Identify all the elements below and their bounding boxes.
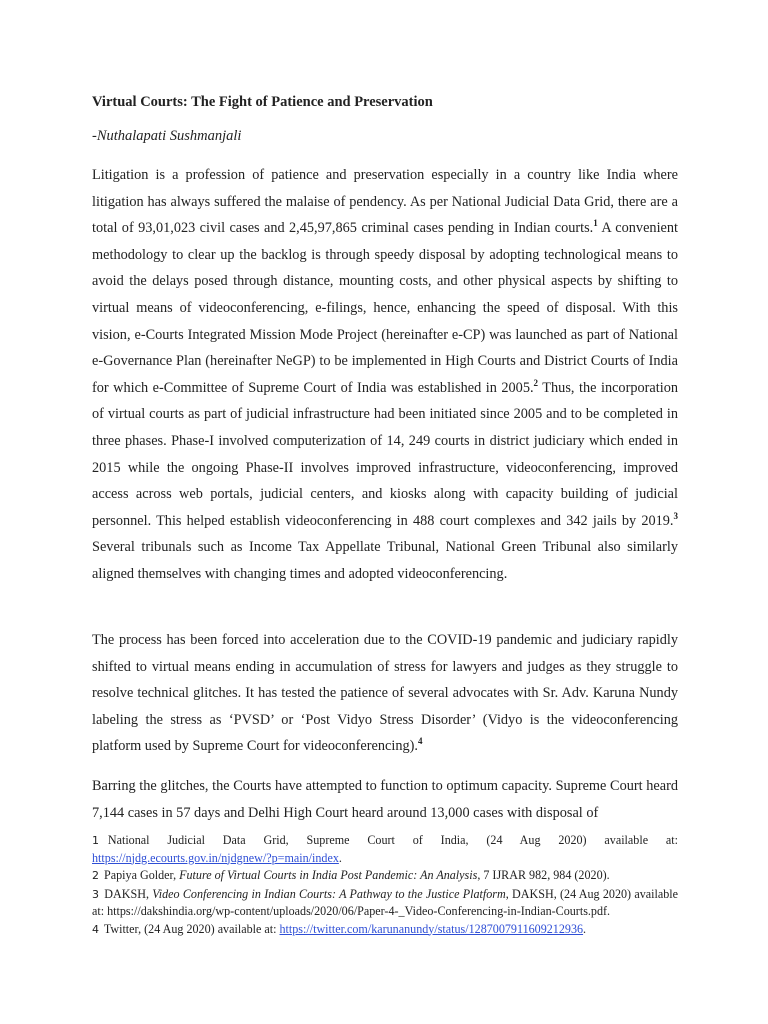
footnote-3: [92, 886, 678, 920]
footnote-2-text: , 7 IJRAR 982, 984 (2020).: [477, 868, 610, 882]
footnote-3-pre: DAKSH,: [104, 886, 153, 901]
footnote-ref-2[interactable]: 2: [533, 377, 539, 388]
paragraph-3-segment-1: Barring the glitches, the Courts have attempted to function to optimum capacity. Supreme Court heard 7,144 cases in 57 days and Delhi High Court heard around 13,000 cases with disposal of: [92, 778, 678, 821]
document-title: Virtual Courts: The Fight of Patience and Preservation: [92, 94, 433, 110]
footnote-3-title: Video Conferencing in Indian Courts: A Pathway to the Justice Platform: [152, 886, 506, 901]
footnote-4-text: Twitter, (24 Aug 2020) available at:: [103, 921, 280, 936]
footnote-3-number: 3: [92, 887, 99, 901]
footnote-4-number: 4: [92, 922, 99, 936]
paragraph-2-segment-1: The process has been forced into acceleration due to the COVID-19 pandemic and judiciary rapidly shifted to virtual means ending in accumulation of stress for lawyers and judges as they struggle to resolve technical glitches. It has tested the patience of several advocates with Sr. Adv. Karuna Nundy labeling the stress as ‘PVSD’ or ‘Post Vidyo Stress Disorder’ (Vidyo is the videoconferencing platform used by Supreme Court for videoconferencing).: [92, 632, 678, 755]
paragraph-1: [92, 162, 678, 588]
footnote-2-number: 2: [92, 869, 99, 882]
footnote-4-after: .: [583, 921, 587, 936]
footnote-2-pre: Papiya Golder,: [104, 868, 180, 882]
footnote-ref-1[interactable]: 1: [593, 218, 598, 229]
footnote-3-text: , DAKSH, (24 Aug 2020) available at: https://dakshindia.org/wp-content/uploads/2020/06/Paper-4-_Video-Conferencing-in-Indian-Courts.pdf.: [92, 886, 678, 918]
paragraph-1-segment-1: Litigation is a profession of patience and preservation especially in a country like India where litigation has always suffered the malaise of pendency. As per National Judicial Data Grid, there are a total of 93,01,023 civil cases and 2,45,97,865 criminal cases pending in Indian courts.: [92, 167, 678, 237]
footnote-2-title: Future of Virtual Courts in India Post Pandemic: An Analysis: [179, 868, 478, 882]
paragraph-1-segment-2: A convenient methodology to clear up the backlog is through speedy disposal by adopting technological means to avoid the delays posed through distance, mounting costs, and other physical aspects by shifting to virtual means of videoconferencing, e-filings, hence, enhancing the speed of disposal. With this vision, e-Courts Integrated Mission Mode Project (hereinafter e-CP) was launched as part of National e-Governance Plan (hereinafter NeGP) to be implemented in High Courts and District Courts of India for which e-Committee of Supreme Court of India was established in 2005.: [92, 220, 679, 396]
footnote-ref-4[interactable]: 4: [417, 736, 423, 747]
footnote-1-link[interactable]: https://njdg.ecourts.gov.in/njdgnew/?p=main/index: [92, 850, 339, 865]
footnote-1: [92, 832, 678, 866]
paragraph-1-segment-3: Thus, the incorporation of virtual courts as part of judicial infrastructure had been initiated since 2005 and to be completed in three phases. Phase-I involved computerization of 14, 249 courts in district judiciary which ended in 2015 while the ongoing Phase-II involves improved infrastructure, videoconferencing, improved access across web portals, judicial centers, and kiosks along with capacity building of judicial personnel. This helped establish videoconferencing in 488 court complexes and 342 jails by 2019.: [92, 379, 678, 529]
footnote-ref-3[interactable]: 3: [673, 510, 678, 521]
footnotes: [92, 832, 678, 939]
footnote-1-number: 1: [92, 834, 99, 847]
footnote-4-link[interactable]: https://twitter.com/karunanundy/status/1287007911609212936: [279, 921, 584, 936]
paragraph-2: [92, 627, 678, 760]
footnote-1-text: National Judicial Data Grid, Supreme Court of India, (24 Aug 2020) available at:: [107, 833, 678, 847]
document-author: -Nuthalapati Sushmanjali: [92, 128, 242, 144]
footnote-4: [92, 921, 678, 939]
paragraph-3: [92, 773, 678, 829]
footnote-1-after: .: [338, 850, 342, 865]
footnote-2: [92, 867, 678, 885]
paragraph-1-segment-4: Several tribunals such as Income Tax Appellate Tribunal, National Green Tribunal also similarly aligned themselves with changing times and adopted videoconferencing.: [92, 539, 678, 582]
